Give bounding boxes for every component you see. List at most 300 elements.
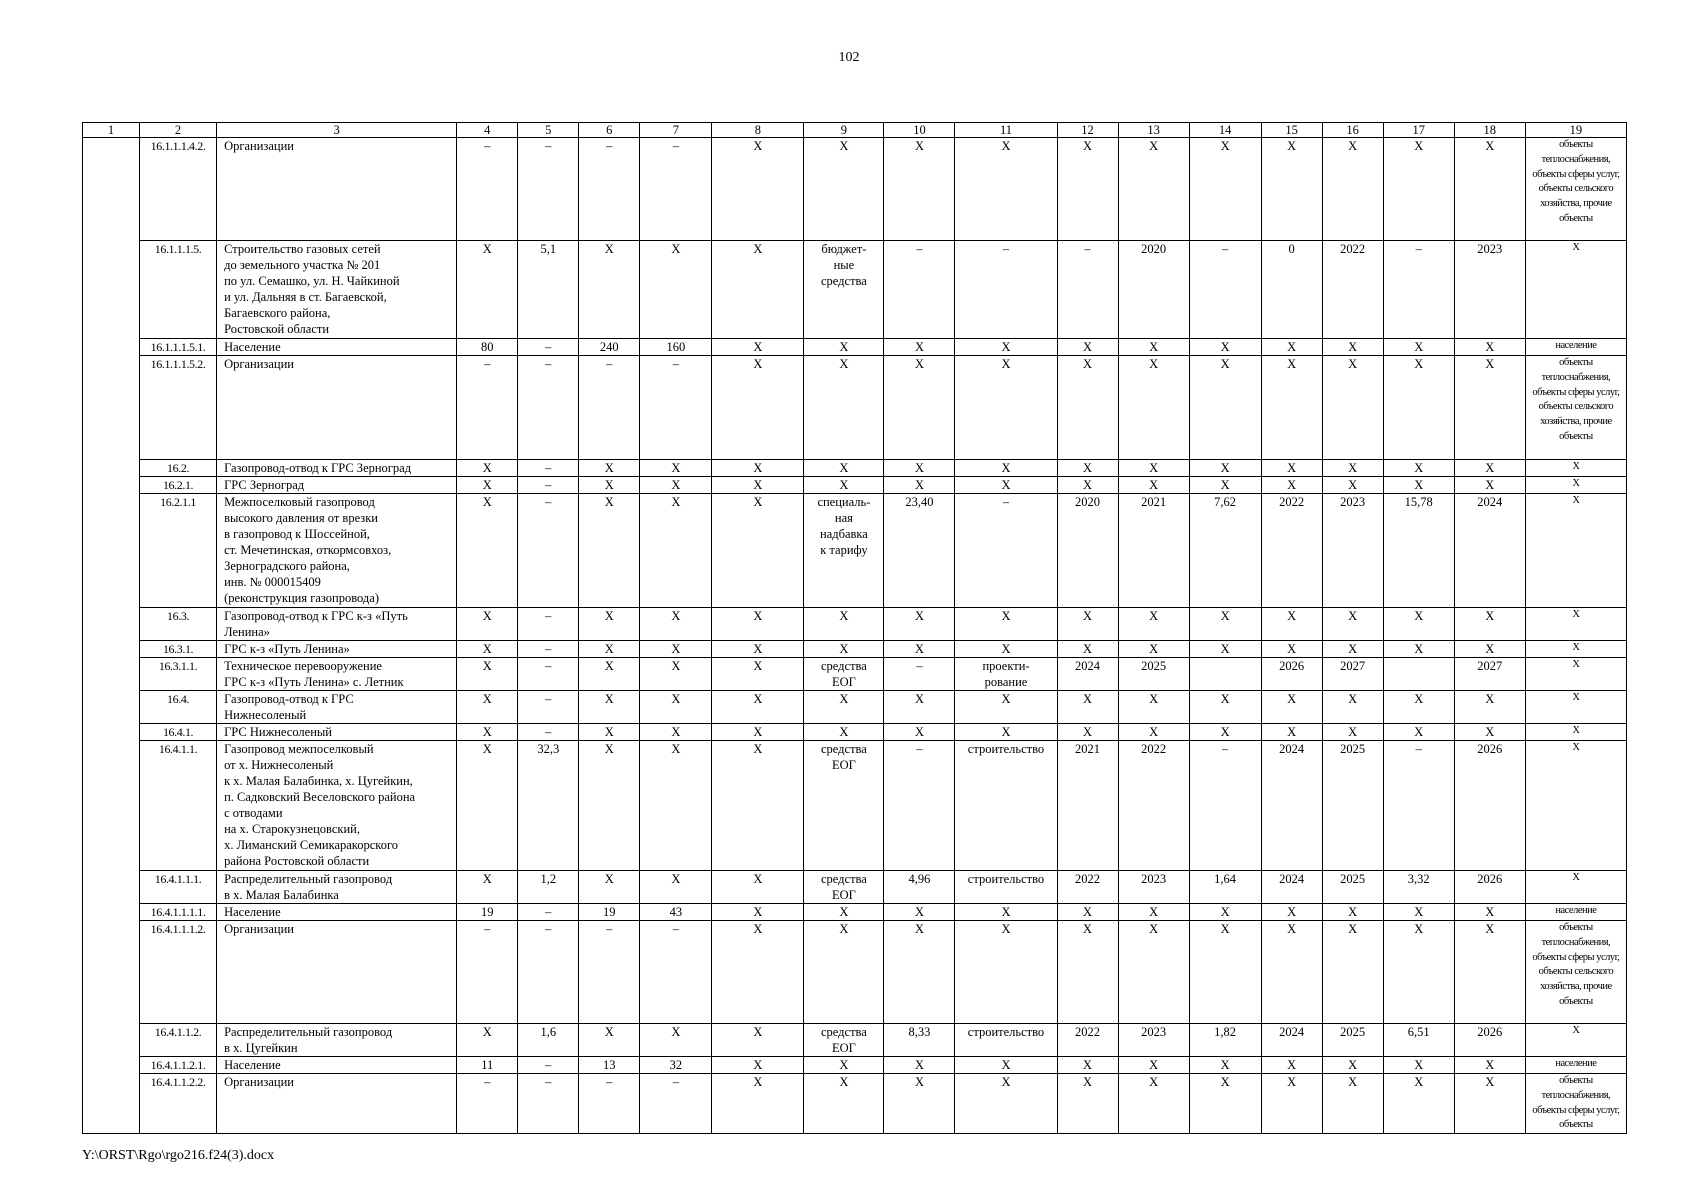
cell-col-9: X [804,608,884,641]
cell-col-13: X [1118,356,1189,460]
cell-col-4: X [457,460,518,477]
cell-col-8: X [712,1057,804,1074]
row-name: Газопровод-отвод к ГРС к-з «Путь Ленина» [217,608,457,641]
cell-col-18: X [1454,904,1525,921]
table-row [83,724,1627,741]
cell-col-14: – [1189,741,1261,871]
cell-col-10: X [884,460,955,477]
cell-col-8: X [712,871,804,904]
cell-col-8: X [712,1024,804,1057]
cell-col-13: 2021 [1118,494,1189,608]
cell-col-4: X [457,608,518,641]
cell-col-16: X [1322,339,1383,356]
cell-col-13: 2025 [1118,658,1189,691]
cell-col-11: X [955,138,1057,241]
cell-col-6: X [579,741,640,871]
cell-col-18: 2024 [1454,494,1525,608]
cell-col-13: X [1118,460,1189,477]
cell-col-17: X [1383,724,1454,741]
cell-col-15: 2024 [1261,1024,1322,1057]
cell-col-8: X [712,724,804,741]
column-number: 2 [140,123,217,138]
cell-col-9: X [804,1057,884,1074]
cell-col-9: X [804,138,884,241]
cell-col-6: X [579,658,640,691]
cell-col-19: X [1525,741,1626,871]
row-code: 16.4.1.1.2. [140,1024,217,1057]
cell-col-15: 0 [1261,241,1322,339]
cell-col-9: X [804,356,884,460]
cell-col-6: X [579,871,640,904]
cell-col-12: 2020 [1057,494,1118,608]
cell-col-18: X [1454,356,1525,460]
cell-col-17: X [1383,904,1454,921]
row-code: 16.4.1.1.2.1. [140,1057,217,1074]
cell-col-5: 32,3 [518,741,579,871]
column-number: 15 [1261,123,1322,138]
footer-file-path: Y:\ORST\Rgo\rgo216.f24(3).docx [82,1148,275,1163]
row-code: 16.2.1.1 [140,494,217,608]
cell-col-11: X [955,691,1057,724]
cell-col-10: X [884,356,955,460]
cell-col-14: X [1189,691,1261,724]
cell-col-9: X [804,724,884,741]
cell-col-16: 2025 [1322,741,1383,871]
cell-col-13: X [1118,691,1189,724]
cell-col-13: 2022 [1118,741,1189,871]
cell-col-10: X [884,691,955,724]
cell-col-19: X [1525,241,1626,339]
row-name: Техническое перевооружение ГРС к-з «Путь Ленина» с. Летник [217,658,457,691]
cell-col-15: 2026 [1261,658,1322,691]
cell-col-9: X [804,921,884,1024]
row-name: Организации [217,1074,457,1134]
cell-col-6: 240 [579,339,640,356]
table-row [83,356,1627,460]
cell-col-4: X [457,494,518,608]
table-row [83,741,1627,871]
cell-col-17: – [1383,241,1454,339]
cell-col-4: X [457,871,518,904]
cell-col-18: X [1454,641,1525,658]
cell-col-19: X [1525,1024,1626,1057]
cell-col-12: 2021 [1057,741,1118,871]
cell-col-4: X [457,477,518,494]
cell-col-16: X [1322,921,1383,1024]
cell-col-12: X [1057,356,1118,460]
cell-col-16: X [1322,641,1383,658]
row-code: 16.1.1.1.5. [140,241,217,339]
cell-col-13: X [1118,608,1189,641]
cell-col-17: X [1383,356,1454,460]
cell-col-14: X [1189,921,1261,1024]
table-row [83,1074,1627,1134]
cell-col-5: – [518,339,579,356]
cell-col-14: 7,62 [1189,494,1261,608]
cell-col-16: X [1322,691,1383,724]
cell-col-15: X [1261,921,1322,1024]
cell-col-12: X [1057,460,1118,477]
page-number: 102 [838,50,860,65]
cell-col-5: – [518,641,579,658]
cell-col-12: X [1057,691,1118,724]
table-row [83,691,1627,724]
cell-col-7: – [640,356,712,460]
row-code: 16.4.1.1.1. [140,871,217,904]
cell-col-7: X [640,724,712,741]
cell-col-7: X [640,691,712,724]
cell-col-14: X [1189,724,1261,741]
cell-col-14: – [1189,241,1261,339]
cell-col-19: объекты теплоснабжения, объекты сферы услуг, объекты сельского хозяйства, прочие объекты [1525,921,1626,1024]
row-name: Население [217,1057,457,1074]
cell-col-18: 2026 [1454,1024,1525,1057]
cell-col-17: 15,78 [1383,494,1454,608]
cell-col-19: X [1525,871,1626,904]
cell-col-5: – [518,460,579,477]
cell-col-9: бюджет- ные средства [804,241,884,339]
cell-col-12: X [1057,921,1118,1024]
cell-col-17: X [1383,608,1454,641]
row-name: Организации [217,921,457,1024]
cell-col-11: X [955,724,1057,741]
cell-col-8: X [712,138,804,241]
cell-col-8: X [712,658,804,691]
cell-col-5: – [518,724,579,741]
cell-col-16: X [1322,356,1383,460]
cell-col-10: X [884,608,955,641]
cell-col-18: X [1454,724,1525,741]
cell-col-10: – [884,241,955,339]
cell-col-5: 1,2 [518,871,579,904]
cell-col-4: X [457,241,518,339]
cell-col-7: X [640,477,712,494]
cell-col-13: X [1118,339,1189,356]
cell-col-11: X [955,1057,1057,1074]
cell-col-11: X [955,608,1057,641]
cell-col-17: X [1383,339,1454,356]
cell-col-17: X [1383,691,1454,724]
cell-col-6: 19 [579,904,640,921]
cell-col-15: 2024 [1261,871,1322,904]
cell-col-11: – [955,494,1057,608]
cell-col-7: 32 [640,1057,712,1074]
row-code: 16.4. [140,691,217,724]
cell-col-4: X [457,741,518,871]
cell-col-4: X [457,724,518,741]
cell-col-18: X [1454,921,1525,1024]
row-name: Население [217,904,457,921]
cell-col-9: X [804,1074,884,1134]
cell-col-6: X [579,477,640,494]
cell-col-9: средства ЕОГ [804,871,884,904]
cell-col-10: X [884,904,955,921]
cell-col-19: объекты теплоснабжения, объекты сферы услуг, объекты [1525,1074,1626,1134]
cell-col-7: X [640,494,712,608]
cell-col-11: строительство [955,741,1057,871]
cell-col-13: 2020 [1118,241,1189,339]
cell-col-5: 1,6 [518,1024,579,1057]
cell-col-7: X [640,741,712,871]
row-code: 16.4.1.1.1.1. [140,904,217,921]
cell-col-7: X [640,241,712,339]
cell-col-8: X [712,641,804,658]
cell-col-4: – [457,1074,518,1134]
cell-col-4: X [457,641,518,658]
cell-col-17: X [1383,138,1454,241]
table-row [83,460,1627,477]
row-name: Строительство газовых сетей до земельного участка № 201 по ул. Семашко, ул. Н. Чайкиной и ул. Дальняя в ст. Багаевской, Багаевского района, Ростовской области [217,241,457,339]
cell-col-7: X [640,1024,712,1057]
cell-col-15: X [1261,724,1322,741]
cell-col-15: X [1261,356,1322,460]
cell-col-5: – [518,138,579,241]
cell-col-12: 2022 [1057,1024,1118,1057]
cell-col-5: – [518,356,579,460]
cell-col-17: X [1383,641,1454,658]
cell-col-16: 2027 [1322,658,1383,691]
cell-col-18: 2027 [1454,658,1525,691]
cell-col-8: X [712,691,804,724]
cell-col-18: 2023 [1454,241,1525,339]
cell-col-10: X [884,1057,955,1074]
cell-col-11: X [955,356,1057,460]
cell-col-19: X [1525,494,1626,608]
cell-col-19: население [1525,904,1626,921]
cell-col-6: X [579,641,640,658]
cell-col-6: – [579,356,640,460]
column-number: 16 [1322,123,1383,138]
column-number-row [83,123,1627,138]
row-code: 16.3.1.1. [140,658,217,691]
cell-col-19: объекты теплоснабжения, объекты сферы услуг, объекты сельского хозяйства, прочие объекты [1525,138,1626,241]
table-row [83,477,1627,494]
cell-col-9: X [804,339,884,356]
row-name: Межпоселковый газопровод высокого давления от врезки в газопровод к Шоссейной, ст. Мечетинская, откормсовхоз, Зерноградского района, инв. № 000015409 (реконструкция газопровода) [217,494,457,608]
cell-col-14: X [1189,1057,1261,1074]
table-row [83,921,1627,1024]
row-name: ГРС Зерноград [217,477,457,494]
column-number: 10 [884,123,955,138]
cell-col-13: X [1118,641,1189,658]
cell-col-16: X [1322,138,1383,241]
cell-col-17: 3,32 [1383,871,1454,904]
row-name: Население [217,339,457,356]
cell-col-14: X [1189,138,1261,241]
cell-col-11: X [955,477,1057,494]
cell-col-9: средства ЕОГ [804,658,884,691]
cell-col-15: X [1261,904,1322,921]
table-body [83,138,1627,1134]
column-number: 12 [1057,123,1118,138]
cell-col-5: – [518,477,579,494]
cell-col-7: – [640,1074,712,1134]
cell-col-16: X [1322,460,1383,477]
column-number: 18 [1454,123,1525,138]
cell-col-11: X [955,1074,1057,1134]
cell-col-12: X [1057,1074,1118,1134]
cell-col-5: – [518,1074,579,1134]
cell-col-16: X [1322,477,1383,494]
cell-col-17: X [1383,477,1454,494]
cell-col-5: – [518,691,579,724]
cell-col-10: X [884,921,955,1024]
cell-col-17: – [1383,741,1454,871]
cell-col-13: X [1118,904,1189,921]
cell-col-11: X [955,921,1057,1024]
cell-col-15: X [1261,608,1322,641]
cell-col-11: X [955,339,1057,356]
cell-col-6: – [579,921,640,1024]
cell-col-4: X [457,1024,518,1057]
column-number: 4 [457,123,518,138]
cell-col-6: X [579,460,640,477]
cell-col-8: X [712,477,804,494]
cell-col-18: X [1454,691,1525,724]
row-code: 16.1.1.1.4.2. [140,138,217,241]
cell-col-10: X [884,641,955,658]
cell-col-18: X [1454,339,1525,356]
column-1-merged-cell [83,138,140,1134]
table-row [83,1057,1627,1074]
cell-col-19: население [1525,339,1626,356]
cell-col-8: X [712,1074,804,1134]
row-name: Организации [217,356,457,460]
cell-col-18: X [1454,1057,1525,1074]
cell-col-19: X [1525,477,1626,494]
cell-col-15: 2024 [1261,741,1322,871]
cell-col-16: 2025 [1322,871,1383,904]
cell-col-18: 2026 [1454,871,1525,904]
row-code: 16.1.1.1.5.1. [140,339,217,356]
cell-col-19: X [1525,658,1626,691]
cell-col-15: X [1261,1074,1322,1134]
table-row [83,339,1627,356]
table-row [83,608,1627,641]
cell-col-4: – [457,921,518,1024]
column-number: 19 [1525,123,1626,138]
cell-col-6: – [579,138,640,241]
cell-col-4: – [457,356,518,460]
cell-col-8: X [712,460,804,477]
cell-col-12: X [1057,138,1118,241]
cell-col-19: население [1525,1057,1626,1074]
cell-col-7: 43 [640,904,712,921]
column-number: 13 [1118,123,1189,138]
cell-col-9: X [804,460,884,477]
cell-col-14: X [1189,608,1261,641]
cell-col-6: X [579,1024,640,1057]
cell-col-7: – [640,921,712,1024]
cell-col-8: X [712,904,804,921]
cell-col-8: X [712,356,804,460]
cell-col-14: X [1189,641,1261,658]
cell-col-11: X [955,904,1057,921]
cell-col-18: X [1454,608,1525,641]
cell-col-7: X [640,658,712,691]
row-name: Газопровод межпоселковый от х. Нижнесоленый к х. Малая Балабинка, х. Цугейкин, п. Садковский Веселовского района с отводами на х. Старокузнецовский, х. Лиманский Семикаракорского района Ростовской области [217,741,457,871]
cell-col-7: X [640,641,712,658]
cell-col-5: – [518,1057,579,1074]
cell-col-13: X [1118,138,1189,241]
row-code: 16.4.1.1.1.2. [140,921,217,1024]
column-number: 7 [640,123,712,138]
row-name: Газопровод-отвод к ГРС Нижнесоленый [217,691,457,724]
cell-col-12: 2022 [1057,871,1118,904]
cell-col-7: X [640,460,712,477]
cell-col-5: – [518,658,579,691]
cell-col-19: X [1525,724,1626,741]
row-name: Организации [217,138,457,241]
column-number: 11 [955,123,1057,138]
cell-col-13: X [1118,477,1189,494]
cell-col-16: X [1322,1074,1383,1134]
cell-col-16: 2023 [1322,494,1383,608]
cell-col-12: X [1057,339,1118,356]
cell-col-19: объекты теплоснабжения, объекты сферы услуг, объекты сельского хозяйства, прочие объекты [1525,356,1626,460]
cell-col-14: 1,82 [1189,1024,1261,1057]
cell-col-14: X [1189,339,1261,356]
cell-col-16: 2022 [1322,241,1383,339]
cell-col-18: X [1454,477,1525,494]
table-row [83,138,1627,241]
cell-col-11: строительство [955,1024,1057,1057]
cell-col-19: X [1525,608,1626,641]
cell-col-7: – [640,138,712,241]
row-code: 16.4.1.1.2.2. [140,1074,217,1134]
cell-col-12: X [1057,724,1118,741]
cell-col-15: 2022 [1261,494,1322,608]
cell-col-9: X [804,477,884,494]
cell-col-13: 2023 [1118,1024,1189,1057]
cell-col-14 [1189,658,1261,691]
cell-col-5: – [518,608,579,641]
cell-col-12: X [1057,904,1118,921]
column-number: 9 [804,123,884,138]
cell-col-8: X [712,494,804,608]
cell-col-12: – [1057,241,1118,339]
row-code: 16.3. [140,608,217,641]
cell-col-13: X [1118,1057,1189,1074]
table-row [83,871,1627,904]
column-number: 17 [1383,123,1454,138]
cell-col-12: X [1057,477,1118,494]
cell-col-15: X [1261,460,1322,477]
cell-col-13: 2023 [1118,871,1189,904]
cell-col-19: X [1525,691,1626,724]
row-code: 16.4.1. [140,724,217,741]
cell-col-16: X [1322,608,1383,641]
cell-col-9: X [804,641,884,658]
cell-col-10: X [884,724,955,741]
table-row [83,494,1627,608]
cell-col-14: X [1189,904,1261,921]
cell-col-8: X [712,608,804,641]
column-number: 8 [712,123,804,138]
cell-col-4: 11 [457,1057,518,1074]
cell-col-14: 1,64 [1189,871,1261,904]
row-name: Распределительный газопровод в х. Малая Балабинка [217,871,457,904]
cell-col-8: X [712,921,804,1024]
cell-col-10: 4,96 [884,871,955,904]
cell-col-9: X [804,904,884,921]
cell-col-7: 160 [640,339,712,356]
cell-col-19: X [1525,460,1626,477]
table-row [83,904,1627,921]
cell-col-18: 2026 [1454,741,1525,871]
cell-col-5: 5,1 [518,241,579,339]
cell-col-5: – [518,921,579,1024]
